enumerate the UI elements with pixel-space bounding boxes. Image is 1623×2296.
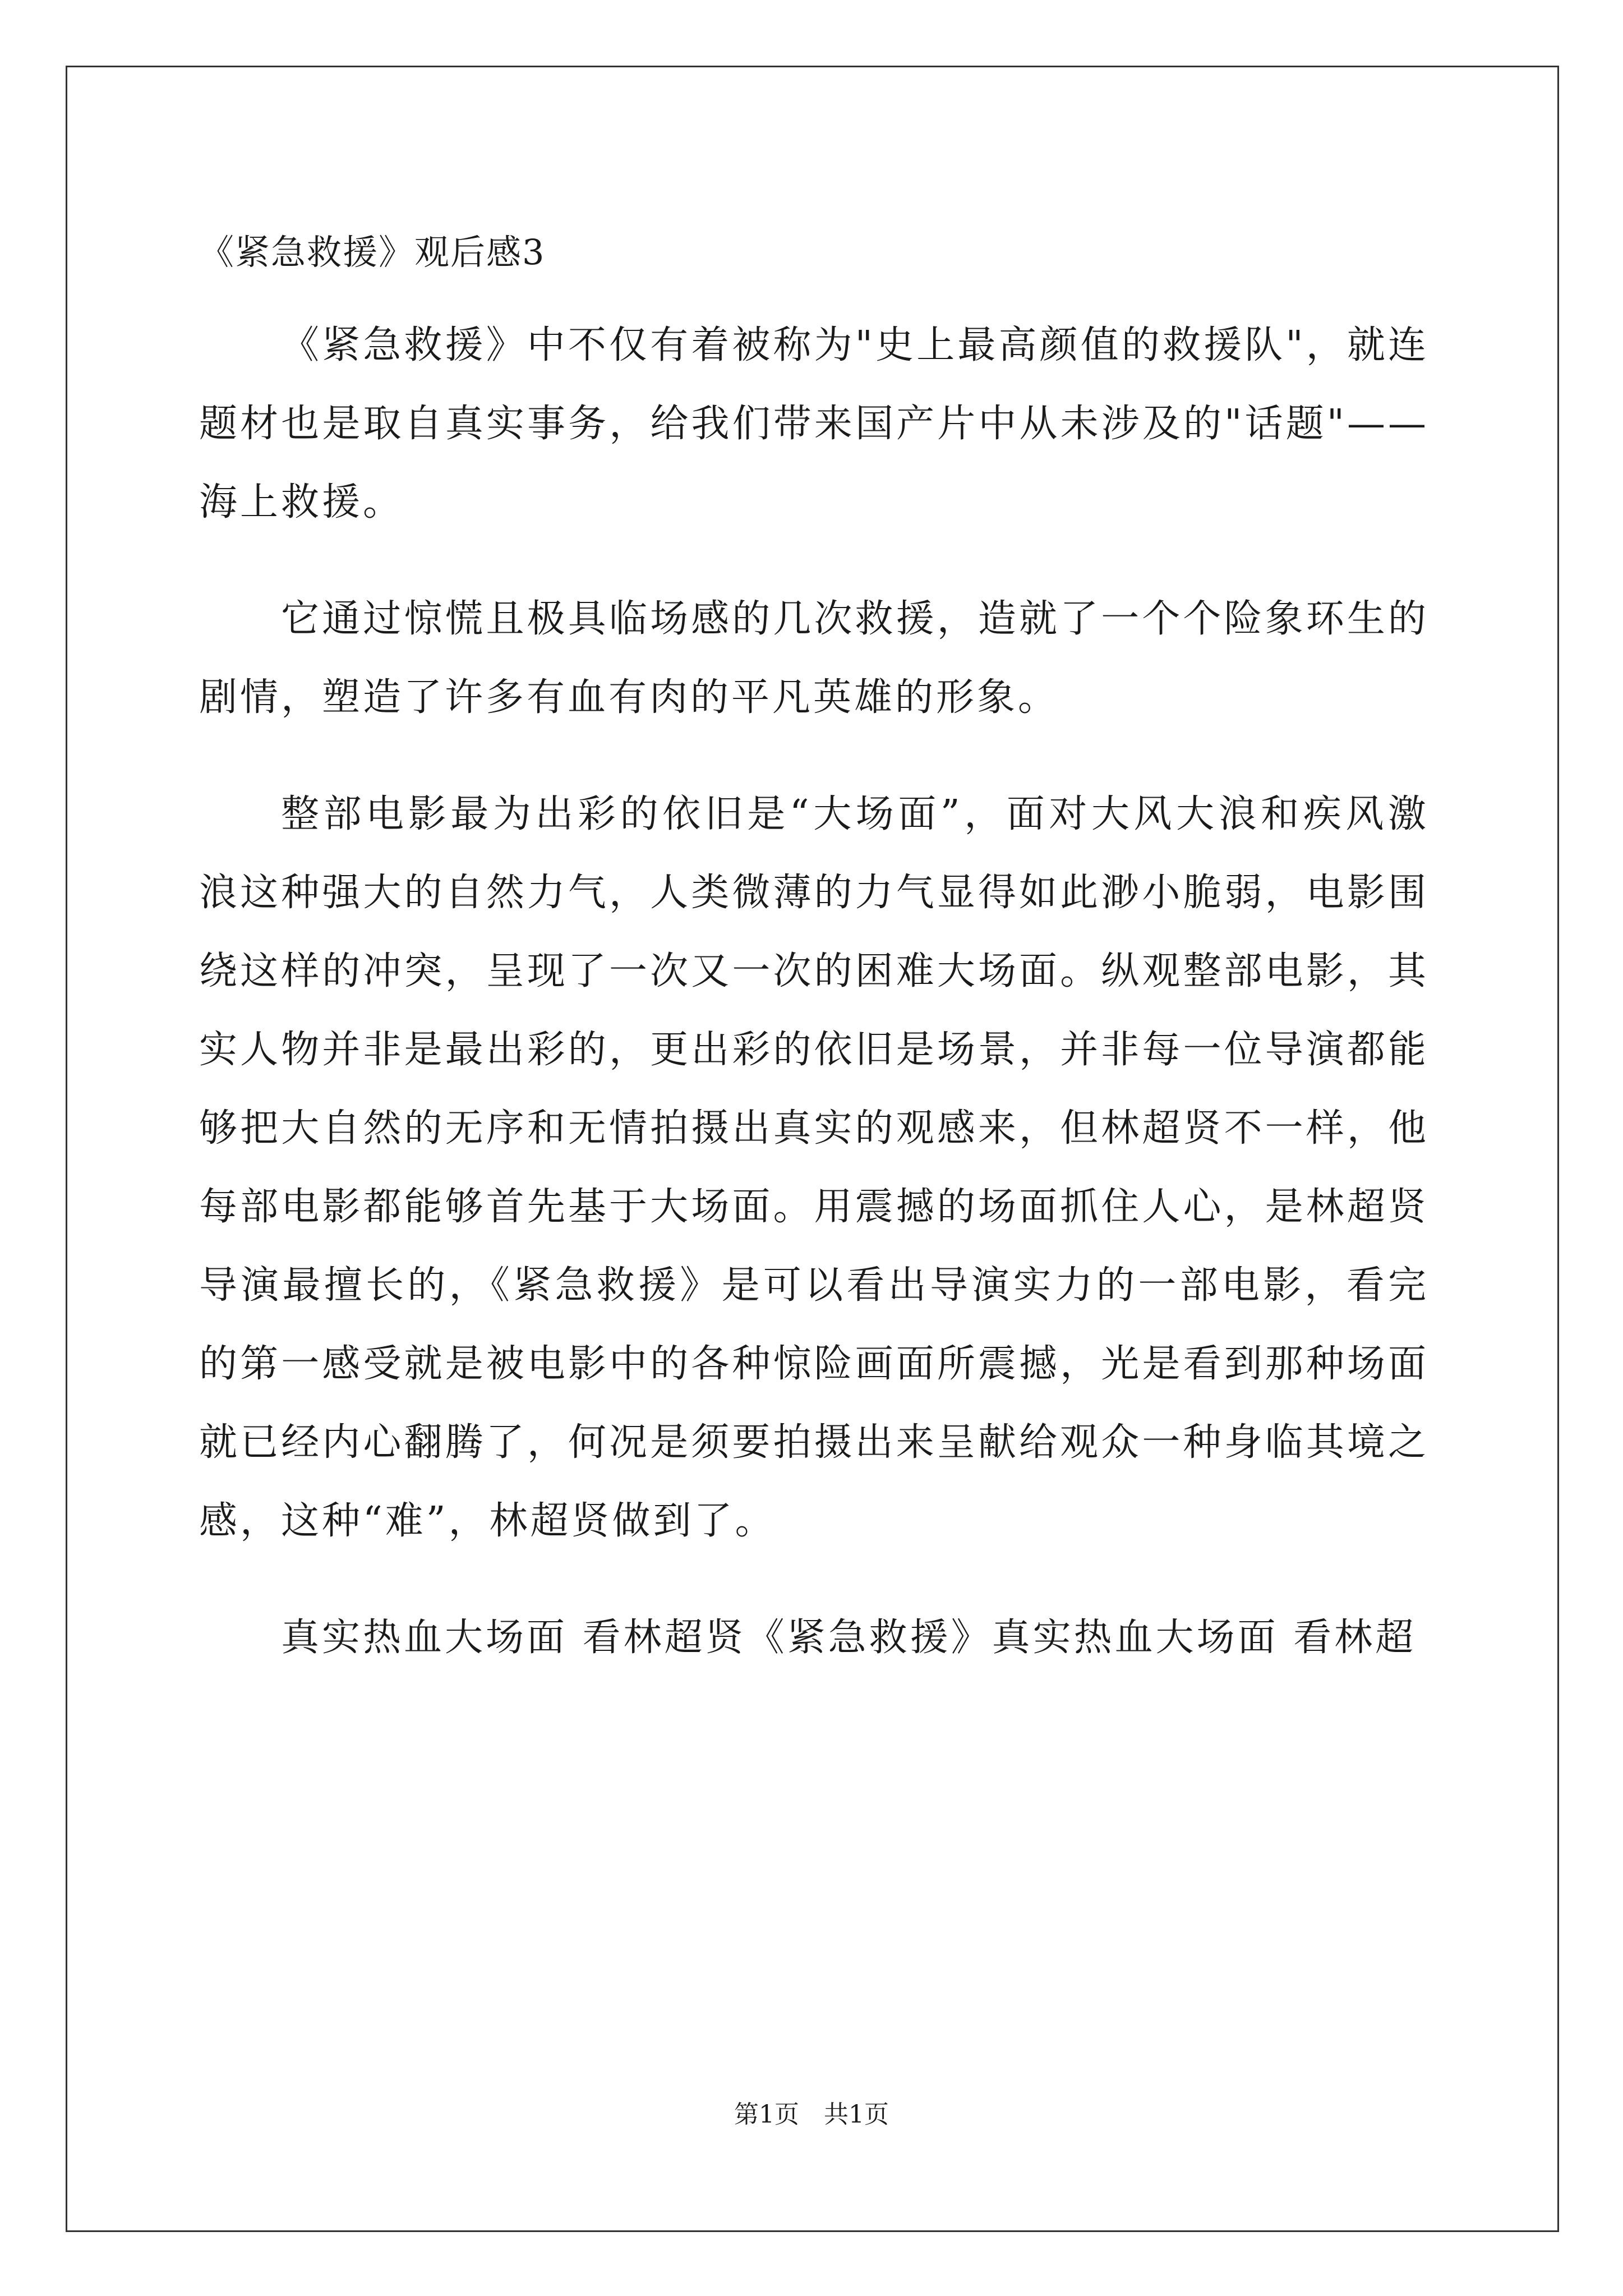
- paragraph-1: 《紧急救援》中不仅有着被称为"史上最高颜值的救援队"，就连题材也是取自真实事务，给我们带来国产片中从未涉及的"话题"——海上救援。: [199, 323, 1429, 524]
- page-number-footer: 第1页 共1页: [734, 2100, 889, 2129]
- document-body: [199, 306, 1429, 1677]
- paragraph-3: 整部电影最为出彩的依旧是“大场面”，面对大风大浪和疾风激浪这种强大的自然力气，人类微薄的力气显得如此渺小脆弱，电影围绕这样的冲突，呈现了一次又一次的困难大场面。纵观整部电影，其实人物并非是最出彩的，更出彩的依旧是场景，并非每一位导演都能够把大自然的无序和无情拍摄出真实的观感来，但林超贤不一样，他每部电影都能够首先基于大场面。用震撼的场面抓住人心，是林超贤导演最擅长的，《紧急救援》是可以看出导演实力的一部电影，看完的第一感受就是被电影中的各种惊险画面所震撼，光是看到那种场面就已经内心翻腾了，何况是须要拍摄出来呈献给观众一种身临其境之感，这种“难”，林超贤做到了。: [199, 792, 1429, 1543]
- document-title: 《紧急救援》观后感3: [199, 232, 546, 273]
- paragraph-2: 它通过惊慌且极具临场感的几次救援，造就了一个个险象环生的剧情，塑造了许多有血有肉的平凡英雄的形象。: [199, 597, 1429, 720]
- paragraph-4: 真实热血大场面 看林超贤《紧急救援》真实热血大场面 看林超: [281, 1616, 1417, 1660]
